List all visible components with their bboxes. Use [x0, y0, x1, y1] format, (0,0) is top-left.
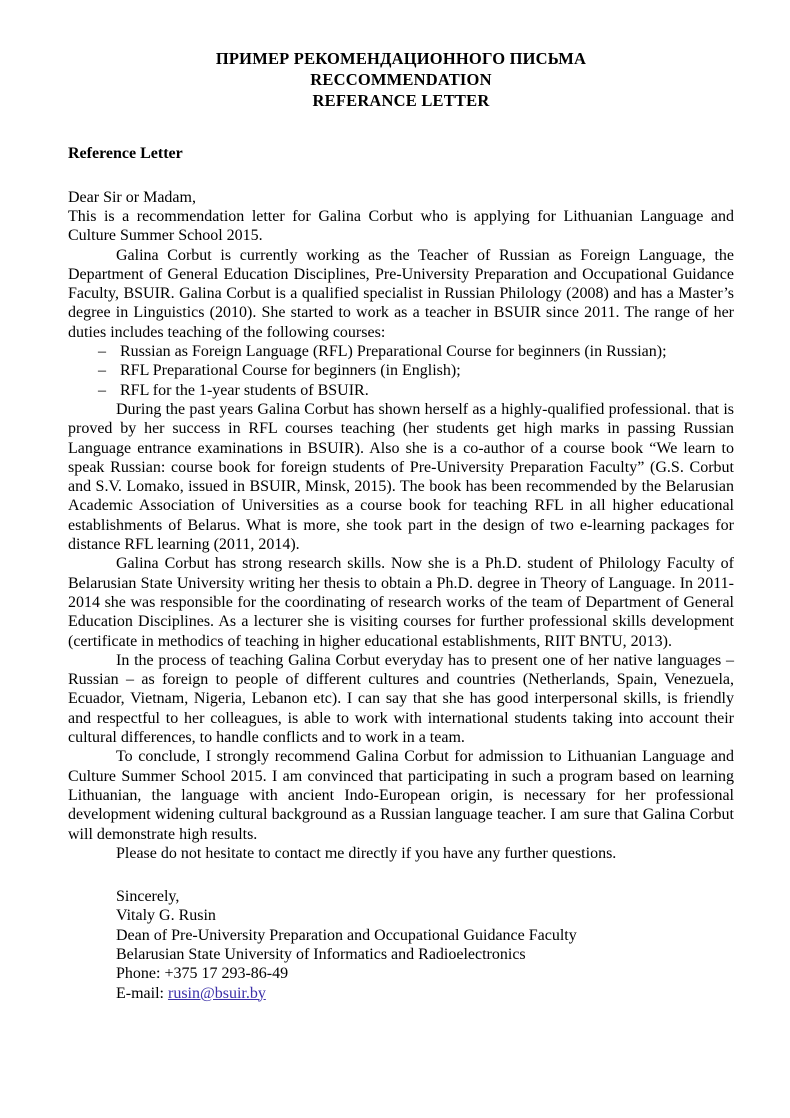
- paragraph-teaching-experience: In the process of teaching Galina Corbut everyday has to present one of her native languages – Russian – as foreign to people of different cultures and countries (Netherlands, Spain, Venezuela, Ecuador, Vietnam, Nigeria, Lebanon etc). I can say that she has good interpersonal skills, is friendly and respectful to her colleagues, is able to work with international students taking into account their cultural differences, to handle conflicts and to work in a team.: [68, 651, 734, 747]
- list-item-label: RFL Preparational Course for beginners (in English);: [120, 362, 461, 380]
- title-line-reccommendation: RECCOMMENDATION: [310, 70, 492, 89]
- email-link[interactable]: rusin@bsuir.by: [167, 984, 266, 1002]
- list-item: [68, 342, 734, 361]
- email-label: E-mail:: [116, 984, 168, 1002]
- signature-position: Dean of Pre-University Preparation and Occupational Guidance Faculty: [116, 926, 577, 944]
- signature-phone: [116, 964, 734, 983]
- paragraph-contact-invitation: Please do not hesitate to contact me directly if you have any further questions.: [116, 844, 617, 862]
- reference-letter-heading: Reference Letter: [68, 145, 183, 162]
- paragraph-conclusion: To conclude, I strongly recommend Galina Corbut for admission to Lithuanian Language and Culture Summer School 2015. I am convinced that participating in such a program based on learning Lithuanian, the language with ancient Indo-European origin, is necessary for her professional development widening cultural background as a Russian language teacher. I am sure that Galina Corbut will demonstrate high results.: [68, 748, 734, 843]
- list-item: [68, 381, 734, 400]
- dash-marker-icon: –: [98, 381, 106, 399]
- document-title-block: [68, 48, 734, 111]
- course-list: [68, 342, 734, 400]
- phone-value: +375 17 293-86-49: [164, 965, 289, 983]
- signature-name: Vitaly G. Rusin: [116, 907, 216, 925]
- list-item-label: Russian as Foreign Language (RFL) Preparational Course for beginners (in Russian);: [120, 343, 667, 361]
- document-content: [68, 48, 734, 1003]
- list-item: [68, 361, 734, 380]
- paragraph-research-skills: Galina Corbut has strong research skills. Now she is a Ph.D. student of Philology Faculty of Belarusian State University writing her thesis to obtain a Ph.D. degree in Theory of Language. In 2011-2014 she was responsible for the coordinating of research works of the team of Department of General Education Disciplines. As a lecturer she is visiting courses for further professional skills development (certificate in methodics of teaching in higher educational establishments, RIIT BNTU, 2013).: [68, 555, 734, 650]
- dash-marker-icon: –: [98, 343, 106, 361]
- title-line-referance-letter: REFERANCE LETTER: [312, 91, 490, 110]
- phone-label: Phone:: [116, 965, 165, 983]
- salutation: Dear Sir or Madam,: [68, 189, 196, 206]
- signature-closing: Sincerely,: [116, 888, 180, 906]
- dash-marker-icon: –: [98, 362, 106, 380]
- paragraph-current-position: Galina Corbut is currently working as the Teacher of Russian as Foreign Language, the Department of General Education Disciplines, Pre-University Preparation and Occupational Guidance Faculty, BSUIR. Galina Corbut is a qualified specialist in Russian Philology (2008) and has a Master’s degree in Linguistics (2010). She started to work as a teacher in BSUIR since 2011. The range of her duties includes teaching of the following courses:: [68, 246, 734, 341]
- intro-paragraph: This is a recommendation letter for Galina Corbut who is applying for Lithuanian Language and Culture Summer School 2015.: [68, 208, 734, 245]
- signature-email: [116, 984, 734, 1003]
- list-item-label: RFL for the 1-year students of BSUIR.: [120, 381, 369, 399]
- signature-block: [68, 887, 734, 1003]
- paragraph-professional-achievements: During the past years Galina Corbut has shown herself as a highly-qualified professional. that is proved by her success in RFL courses teaching (her students get high marks in passing Russian Language entrance examinations in BSUIR). Also she is a co-author of a course book “We learn to speak Russian: course book for foreign students of Pre-University Preparation Faculty” (G.S. Corbut and S.V. Lomako, issued in BSUIR, Minsk, 2015). The book has been recommended by the Belarusian Academic Association of Universities as a course book for teaching RFL in all higher educational establishments of Belarus. What is more, she took part in the design of two e-learning packages for distance RFL learning (2011, 2014).: [68, 400, 734, 554]
- signature-organization: Belarusian State University of Informatics and Radioelectronics: [116, 945, 526, 963]
- title-line-russian: ПРИМЕР РЕКОМЕНДАЦИОННОГО ПИСЬМА: [215, 49, 587, 68]
